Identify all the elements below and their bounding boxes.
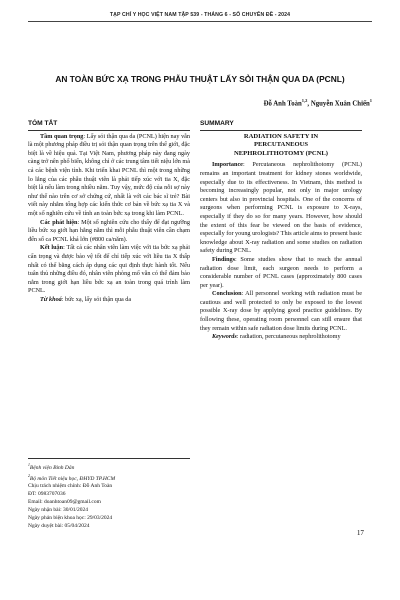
- corresponding-author: Chịu trách nhiệm chính: Đỗ Anh Toàn: [28, 483, 113, 490]
- vi-findings-text: : Một số nghiên cứu cho thấy để đạt ngưỡng liều bức xạ giới hạn hằng năm thì mỗi phẫu thuật viên cần chạm đến số ca PCNL khá lớn (#800 ca/năm).: [28, 218, 190, 243]
- vi-conclusion-label: Kết luận: [40, 244, 64, 252]
- phone: ĐT: 0983707036: [28, 491, 66, 498]
- affiliation-2-mark: 2: [28, 473, 30, 478]
- en-importance-text: : Percutaneous nephrolithotomy (PCNL) remains an important treatment for kidney stones worldwide, especially due to its effectiveness. In Vietnam, this method is becoming increasingly popular, not only in major urology centers but also in provincial hospitals. One of the concerns of surgeons when performing PCNL is exposure to X-rays, especially if they do so for many years. However, how should the extent of this fear be viewed on the basis of evidence, especially for young urologists? This article aims to present basic knowledge about X-ray radiation and some studies on radiation safety during PCNL.: [200, 161, 362, 255]
- date-reviewed: Ngày phản biện khoa học: 29/03/2024: [28, 515, 113, 522]
- footnotes: [28, 458, 190, 531]
- vi-findings-label: Các phát hiện: [40, 218, 78, 226]
- english-title: [200, 133, 362, 159]
- vi-keywords-label: Từ khoá: [40, 295, 62, 303]
- en-findings-label: Findings: [212, 255, 236, 263]
- en-importance-paragraph: [200, 161, 362, 256]
- vi-keywords-text: : bức xạ, lấy sỏi thận qua da: [61, 295, 132, 303]
- english-summary-heading: SUMMARY: [200, 120, 362, 131]
- affiliation-1: [28, 462, 190, 473]
- vi-findings-paragraph: [28, 219, 190, 245]
- english-title-line-1: RADIATION SAFETY IN: [243, 132, 319, 140]
- vi-keywords-paragraph: [28, 296, 190, 305]
- en-keywords-text: : radiation, percutaneous nephrolithotomy: [236, 333, 341, 341]
- vi-conclusion-paragraph: [28, 244, 190, 296]
- vi-importance-label: Tầm quan trọng: [40, 132, 84, 140]
- en-conclusion-paragraph: [200, 290, 362, 333]
- affiliation-2-text: Bộ môn Tiết niệu học, ĐHYD TP.HCM: [29, 475, 116, 482]
- en-keywords-label: Keywords: [212, 333, 237, 341]
- journal-header: TẠP CHÍ Y HỌC VIỆT NAM TẬP 539 - THÁNG 6 - SỐ CHUYÊN ĐỀ - 2024: [28, 12, 372, 22]
- author-separator: ,: [307, 100, 311, 108]
- english-title-line-3: NEPHROLITHOTOMY (PCNL): [234, 149, 328, 157]
- english-summary: [200, 120, 362, 342]
- date-received: Ngày nhận bài: 30/01/2024: [28, 507, 89, 514]
- en-findings-paragraph: [200, 256, 362, 290]
- en-findings-text: : Some studies show that to reach the annual radiation dose limit, each surgeon needs to perform a considerable number of PCNL cases (approximately 800 cases per year).: [200, 255, 362, 289]
- affiliation-2: [28, 473, 190, 484]
- date-accepted: Ngày duyệt bài: 05/04/2024: [28, 523, 90, 529]
- affiliation-1-mark: 1: [28, 463, 30, 467]
- en-keywords-paragraph: [200, 333, 362, 342]
- vi-importance-text: : Lấy sỏi thận qua da (PCNL) hiện nay vẫn là một phương pháp điều trị sỏi thận quan trọng trên thế giới, đặc biệt là về hiệu quả. Tại Việt Nam, phương pháp này đang ngày càng trở nên phổ biến, không chỉ ở các trung tâm tiết niệu lớn mà cả các bệnh viện tỉnh. Khi triển khai PCNL thì một trong những lo lắng của các phẫu thuật viên là phải tiếp xúc với tia X, đặc biệt là nếu làm trong nhiều năm. Tuy vậy, mức độ của nỗi sợ này như thế nào trên cơ sở chứng cứ, nhất là với các bác sĩ trẻ? Bài viết này nhằm tổng hợp các kiến thức cơ bản về bức xạ tia X và một số nghiên cứu về tính an toàn bức xạ trong khi làm PCNL.: [28, 132, 190, 217]
- english-title-line-2: PERCUTANEOUS: [253, 141, 309, 149]
- paper-title: AN TOÀN BỨC XẠ TRONG PHẪU THUẬT LẤY SỎI THẬN QUA DA (PCNL): [55, 74, 345, 84]
- page-number: 17: [356, 529, 364, 537]
- authors: [264, 98, 372, 107]
- affiliation-1-text: Bệnh viện Bình Dân: [29, 464, 75, 471]
- author-1-affiliation: 1,2: [301, 98, 308, 103]
- vi-conclusion-text: : Tất cả các nhân viên làm việc với tia bức xạ phải cẩn trọng và được bảo vệ tốt để chỉ tiếp xúc với liều tia X thấp nhất có thể bằng cách áp dụng các qui định thực hành tốt. Nếu tuân thủ những điều đó, nhân viên phòng mổ vẫn có thể đảm bảo nằm trong giới hạn liều bức xạ an toàn trong quá trình làm PCNL.: [28, 244, 190, 295]
- email: Email: doanhtoan09@gmail.com: [28, 499, 101, 506]
- en-importance-label: Importance: [212, 161, 243, 169]
- en-conclusion-text: : All personnel working with radiation must be cautious and well protected to only be exposed to the lowest possible X-ray dose by applying good practice guidelines. By following these, operating room personnel can still ensure that they remain within safe radiation dose limits during PCNL.: [200, 290, 362, 332]
- author-2-affiliation: 1: [369, 98, 372, 103]
- vietnamese-abstract: [28, 120, 190, 304]
- en-conclusion-label: Conclusion: [212, 290, 242, 298]
- author-1-name: Đỗ Anh Toàn: [263, 100, 302, 108]
- author-2-name: Nguyễn Xuân Chiến: [310, 100, 370, 108]
- vi-importance-paragraph: [28, 133, 190, 219]
- vietnamese-abstract-heading: TÓM TẮT: [28, 120, 190, 131]
